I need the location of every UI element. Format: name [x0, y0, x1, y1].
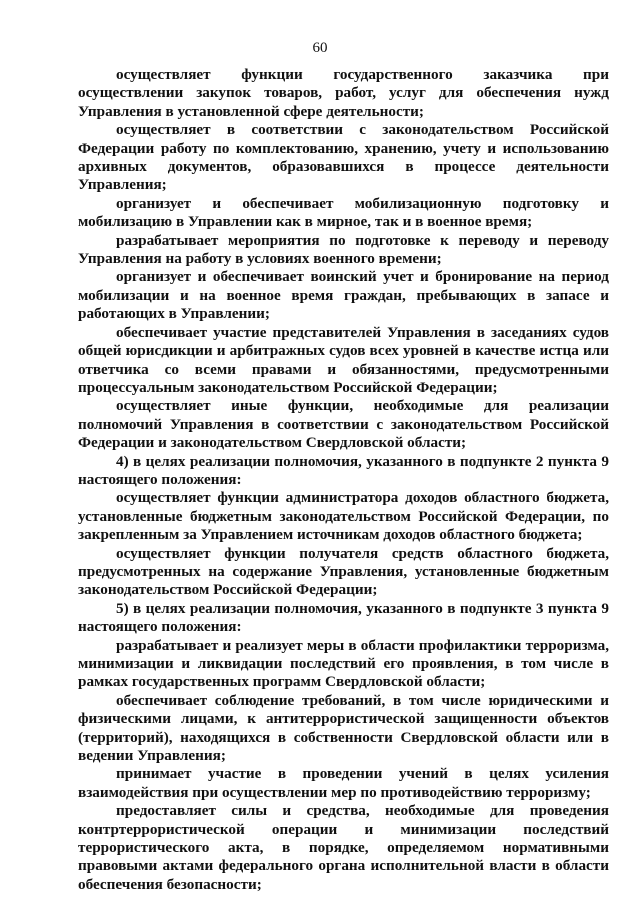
page-number: 60 [312, 40, 328, 56]
document-body [78, 66, 609, 894]
paragraph-other-functions: осуществляет иные функции, необходимые для реализации полномочий Управления в соответствии с законодательством Российской Федерации и законодательством Свердловской области; [78, 397, 609, 452]
paragraph-military-registration: организует и обеспечивает воинский учет и бронирование на период мобилизации и на военное время граждан, пребывающих в запасе и работающих в Управлении; [78, 268, 609, 323]
paragraph-wartime-transfer: разрабатывает мероприятия по подготовке к переводу и переводу Управления на работу в условиях военного времени; [78, 231, 609, 268]
paragraph-item-5-heading: 5) в целях реализации полномочия, указанного в подпункте 3 пункта 9 настоящего положения: [78, 599, 609, 636]
paragraph-forces-provision: предоставляет силы и средства, необходимые для проведения контртеррористической операции и минимизации последствий террористического акта, в порядке, определяемом нормативными правовыми актами федерального органа исполнительной власти в области обеспечения безопасности; [78, 802, 609, 893]
paragraph-archives: осуществляет в соответствии с законодательством Российской Федерации работу по комплектованию, хранению, учету и использованию архивных документов, образовавшихся в процессе деятельности Управления; [78, 121, 609, 194]
paragraph-procurement: осуществляет функции государственного заказчика при осуществлении закупок товаров, работ, услуг для обеспечения нужд Управления в установленной сфере деятельности; [78, 66, 609, 120]
paragraph-antiterror-protection: обеспечивает соблюдение требований, в том числе юридическими и физическими лицами, к антитеррористической защищенности объектов (территорий), находящихся в собственности Свердловской области или в ведении Управления; [78, 691, 609, 765]
paragraph-court-representation: обеспечивает участие представителей Управления в заседаниях судов общей юрисдикции и арбитражных судов всех уровней в качестве истца или ответчика со всеми правами и обязанностями, предусмотренными процессуальным законодательством Российской Федерации; [78, 323, 609, 396]
paragraph-revenue-administrator: осуществляет функции администратора доходов областного бюджета, установленные бюджетным законодательством Российской Федерации, по закрепленным за Управлением источникам доходов областного бюджета; [78, 489, 609, 544]
paragraph-terrorism-prevention: разрабатывает и реализует меры в области профилактики терроризма, минимизации и ликвидации последствий его проявления, в том числе в рамках государственных программ Свердловской области; [78, 636, 609, 691]
paragraph-budget-recipient: осуществляет функции получателя средств областного бюджета, предусмотренных на содержание Управления, установленные бюджетным законодательством Российской Федерации; [78, 544, 609, 599]
paragraph-mobilization: организует и обеспечивает мобилизационную подготовку и мобилизацию в Управлении как в мирное, так и в военное время; [78, 194, 609, 231]
paragraph-item-4-heading: 4) в целях реализации полномочия, указанного в подпункте 2 пункта 9 настоящего положения: [78, 452, 609, 488]
paragraph-exercises: принимает участие в проведении учений в целях усиления взаимодействия при осуществлении мер по противодействию терроризму; [78, 765, 609, 801]
